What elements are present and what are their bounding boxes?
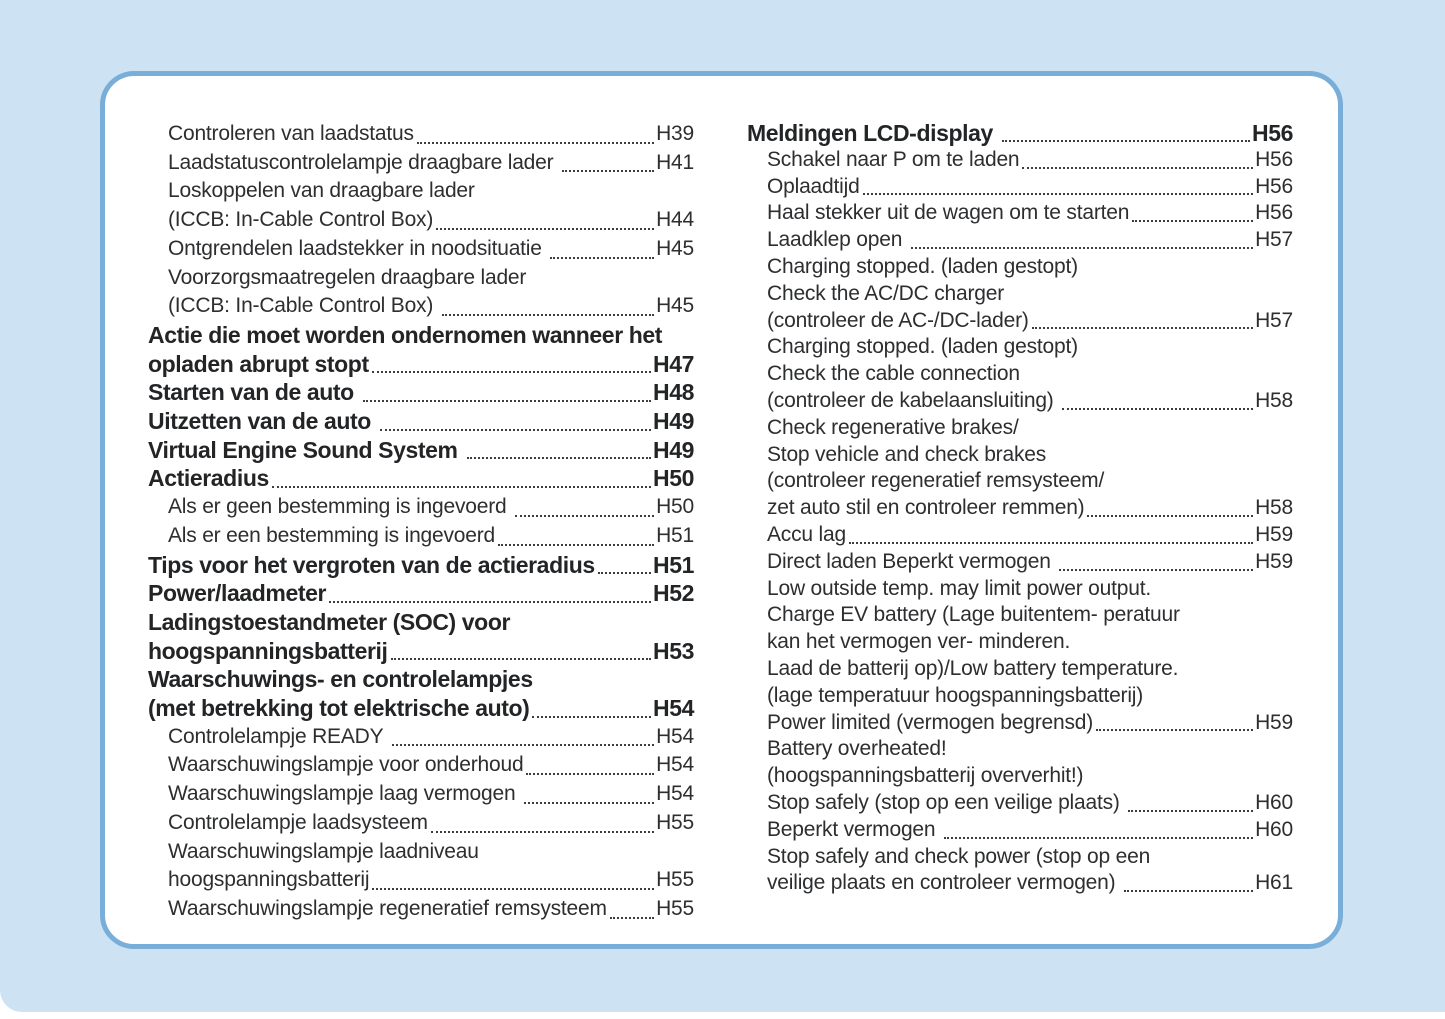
toc-entry-text: opladen abrupt stopt bbox=[148, 350, 369, 377]
toc-line bbox=[767, 200, 1293, 227]
toc-line bbox=[767, 870, 1293, 897]
dot-leader bbox=[944, 817, 1253, 839]
toc-line bbox=[767, 468, 1293, 495]
toc-entry-text: Schakel naar P om te laden bbox=[767, 147, 1020, 171]
page-number: H56 bbox=[1255, 147, 1293, 171]
toc-line bbox=[148, 436, 694, 465]
toc-entry-text: Als er een bestemming is ingevoerd bbox=[168, 523, 496, 547]
toc-line bbox=[168, 809, 694, 838]
toc-entry-text: Stop safely and check power (stop op een bbox=[767, 844, 1151, 868]
toc-entry-text: Loskoppelen van draagbare lader bbox=[168, 179, 475, 203]
dot-leader bbox=[380, 407, 651, 431]
toc-entry-text: Starten van de auto bbox=[148, 379, 360, 406]
toc-line bbox=[767, 629, 1293, 656]
page-number: H41 bbox=[656, 150, 694, 174]
toc-entry-text: Check the AC/DC charger bbox=[767, 281, 1005, 305]
dot-leader bbox=[498, 522, 654, 546]
toc-line bbox=[148, 579, 694, 608]
toc-entry bbox=[148, 751, 694, 780]
toc-entry-text: Charging stopped. (laden gestopt) bbox=[767, 335, 1078, 359]
toc-entry bbox=[148, 522, 694, 551]
toc-entry-text: Virtual Engine Sound System bbox=[148, 436, 464, 463]
dot-leader bbox=[524, 780, 654, 804]
toc-entry-text: Power/laadmeter bbox=[148, 580, 327, 607]
page-number: H57 bbox=[1255, 228, 1293, 252]
toc-entry-text: (ICCB: In-Cable Control Box) bbox=[168, 294, 439, 318]
toc-entry-text: Stop safely (stop op een veilige plaats) bbox=[767, 790, 1126, 814]
toc-line bbox=[767, 817, 1293, 844]
page-number: H54 bbox=[656, 753, 694, 777]
toc-line bbox=[168, 264, 694, 293]
toc-entry bbox=[747, 147, 1293, 174]
dot-leader bbox=[526, 751, 654, 775]
toc-entry bbox=[148, 436, 694, 465]
toc-line bbox=[148, 464, 694, 493]
toc-line bbox=[168, 235, 694, 264]
dot-leader bbox=[1062, 388, 1253, 410]
toc-line bbox=[148, 378, 694, 407]
page-number: H45 bbox=[656, 294, 694, 318]
toc-entry-text: (controleer de AC-/DC-lader) bbox=[767, 308, 1029, 332]
toc-line bbox=[148, 694, 694, 723]
toc-line bbox=[168, 177, 694, 206]
toc-entry-text: (lage temperatuur hoogspanningsbatterij) bbox=[767, 683, 1144, 707]
toc-entry-text: Waarschuwings- en controlelampjes bbox=[148, 666, 533, 693]
toc-line bbox=[767, 281, 1293, 308]
toc-entry bbox=[747, 522, 1293, 549]
toc-line bbox=[767, 442, 1293, 469]
dot-leader bbox=[550, 235, 654, 259]
toc-line bbox=[767, 736, 1293, 763]
toc-line bbox=[767, 549, 1293, 576]
toc-entry-text: Laadklep open bbox=[767, 228, 908, 252]
toc-line bbox=[767, 147, 1293, 174]
toc-line bbox=[168, 522, 694, 551]
page-number: H54 bbox=[656, 782, 694, 806]
toc-entry-text: Stop vehicle and check brakes bbox=[767, 442, 1047, 466]
page-number: H49 bbox=[653, 408, 694, 435]
toc-entry-text: hoogspanningsbatterij bbox=[168, 868, 370, 892]
page-number: H48 bbox=[653, 379, 694, 406]
toc-line bbox=[767, 602, 1293, 629]
toc-entry bbox=[148, 120, 694, 149]
toc-entry-text: Ontgrendelen laadstekker in noodsituatie bbox=[168, 236, 548, 260]
toc-entry-text: (controleer de kabelaansluiting) bbox=[767, 388, 1060, 412]
toc-entry bbox=[747, 254, 1293, 334]
toc-entry bbox=[148, 809, 694, 838]
page-number: H59 bbox=[1255, 522, 1293, 546]
toc-line bbox=[168, 493, 694, 522]
toc-entry bbox=[747, 200, 1293, 227]
toc-line bbox=[148, 350, 694, 379]
dot-leader bbox=[1087, 495, 1253, 517]
toc-entry-text: Accu lag bbox=[767, 522, 846, 546]
dot-leader bbox=[598, 551, 651, 575]
toc-line bbox=[767, 227, 1293, 254]
toc-entry-text: zet auto stil en controleer remmen) bbox=[767, 496, 1085, 520]
toc-line bbox=[767, 844, 1293, 871]
toc-entry bbox=[747, 817, 1293, 844]
toc-entry-text: Laadstatuscontrolelampje draagbare lader bbox=[168, 150, 560, 174]
toc-entry-text: Voorzorgsmaatregelen draagbare lader bbox=[168, 265, 527, 289]
dot-leader bbox=[1002, 120, 1250, 142]
toc-columns bbox=[105, 76, 1338, 924]
toc-line bbox=[767, 683, 1293, 710]
page-number: H57 bbox=[1255, 308, 1293, 332]
toc-line bbox=[767, 656, 1293, 683]
page-number: H51 bbox=[656, 523, 694, 547]
dot-leader bbox=[515, 493, 654, 517]
toc-line bbox=[767, 388, 1293, 415]
dot-leader bbox=[431, 809, 654, 833]
dot-leader bbox=[417, 120, 654, 144]
dot-leader bbox=[372, 350, 651, 374]
toc-entry bbox=[148, 579, 694, 608]
toc-line bbox=[168, 292, 694, 321]
toc-entry bbox=[747, 549, 1293, 576]
page-number: H60 bbox=[1255, 817, 1293, 841]
toc-entry-text: Check regenerative brakes/ bbox=[767, 415, 1019, 439]
toc-line bbox=[168, 866, 694, 895]
dot-leader bbox=[1022, 147, 1253, 169]
dot-leader bbox=[372, 866, 654, 890]
dot-leader bbox=[911, 227, 1253, 249]
page-number: H56 bbox=[1255, 174, 1293, 198]
page-number: H59 bbox=[1255, 710, 1293, 734]
toc-line bbox=[168, 120, 694, 149]
toc-entry bbox=[148, 838, 694, 895]
toc-entry-text: Waarschuwingslampje laag vermogen bbox=[168, 782, 522, 806]
toc-line bbox=[767, 254, 1293, 281]
dot-leader bbox=[532, 694, 651, 718]
page-number: H60 bbox=[1255, 790, 1293, 814]
toc-line bbox=[168, 149, 694, 178]
dot-leader bbox=[1032, 308, 1253, 330]
toc-entry bbox=[148, 321, 694, 378]
toc-entry bbox=[148, 378, 694, 407]
toc-line bbox=[168, 751, 694, 780]
toc-entry bbox=[148, 235, 694, 264]
toc-entry bbox=[747, 415, 1293, 522]
toc-entry-text: (controleer regeneratief remsysteem/ bbox=[767, 469, 1105, 493]
toc-column-right bbox=[747, 120, 1293, 924]
dot-leader bbox=[392, 723, 654, 747]
page-number: H39 bbox=[656, 122, 694, 145]
toc-line bbox=[148, 321, 694, 350]
toc-entry-text: Direct laden Beperkt vermogen bbox=[767, 549, 1057, 573]
toc-entry-text: Waarschuwingslampje laadniveau bbox=[168, 839, 479, 863]
toc-line bbox=[767, 334, 1293, 361]
toc-entry-text: Beperkt vermogen bbox=[767, 817, 942, 841]
toc-line bbox=[168, 723, 694, 752]
dot-leader bbox=[391, 637, 652, 661]
toc-entry-text: Laad de batterij op)/Low battery temperature. bbox=[767, 656, 1179, 680]
toc-entry-text: Low outside temp. may limit power output. bbox=[767, 576, 1151, 600]
toc-entry-text: Actieradius bbox=[148, 465, 269, 492]
toc-entry bbox=[148, 551, 694, 580]
toc-entry-text: Meldingen LCD-display bbox=[747, 120, 999, 146]
toc-line bbox=[767, 495, 1293, 522]
toc-entry-text: (ICCB: In-Cable Control Box) bbox=[168, 208, 434, 232]
toc-entry bbox=[148, 723, 694, 752]
toc-line bbox=[148, 551, 694, 580]
toc-entry-text: (met betrekking tot elektrische auto) bbox=[148, 695, 530, 722]
toc-entry-text: Power limited (vermogen begrensd) bbox=[767, 710, 1094, 734]
page-number: H45 bbox=[656, 236, 694, 260]
page-number: H55 bbox=[656, 810, 694, 834]
toc-entry bbox=[747, 227, 1293, 254]
dot-leader bbox=[610, 895, 654, 919]
dot-leader bbox=[1059, 549, 1253, 571]
dot-leader bbox=[863, 174, 1254, 196]
dot-leader bbox=[1096, 710, 1253, 732]
toc-line bbox=[767, 174, 1293, 201]
dot-leader bbox=[467, 436, 651, 460]
page-number: H59 bbox=[1255, 549, 1293, 573]
toc-line bbox=[168, 838, 694, 867]
toc-line bbox=[767, 308, 1293, 335]
toc-entry bbox=[747, 174, 1293, 201]
toc-entry-text: Waarschuwingslampje voor onderhoud bbox=[168, 753, 524, 777]
toc-entry bbox=[148, 407, 694, 436]
toc-line bbox=[148, 665, 694, 694]
toc-entry-text: Actie die moet worden ondernomen wanneer het bbox=[148, 321, 663, 348]
toc-entry bbox=[148, 493, 694, 522]
toc-entry bbox=[148, 177, 694, 234]
page-number: H56 bbox=[1255, 201, 1293, 225]
toc-entry bbox=[747, 334, 1293, 414]
page-number: H50 bbox=[656, 495, 694, 519]
toc-entry-text: Oplaadtijd bbox=[767, 174, 860, 198]
toc-line bbox=[747, 120, 1293, 147]
toc-line bbox=[767, 361, 1293, 388]
page-number: H55 bbox=[656, 896, 694, 920]
toc-entry bbox=[148, 608, 694, 665]
page-number: H47 bbox=[653, 350, 694, 377]
dot-leader bbox=[562, 149, 654, 173]
toc-entry bbox=[148, 149, 694, 178]
dot-leader bbox=[272, 464, 651, 488]
toc-entry-text: Battery overheated! bbox=[767, 737, 947, 761]
dot-leader bbox=[849, 522, 1253, 544]
toc-line bbox=[767, 790, 1293, 817]
toc-column-left bbox=[148, 120, 694, 924]
toc-entry bbox=[747, 120, 1293, 147]
toc-entry-text: Ladingstoestandmeter (SOC) voor bbox=[148, 608, 511, 635]
dot-leader bbox=[1124, 870, 1253, 892]
toc-entry-text: Charging stopped. (laden gestopt) bbox=[767, 254, 1078, 278]
toc-line bbox=[148, 637, 694, 666]
dot-leader bbox=[442, 292, 654, 316]
toc-entry bbox=[148, 665, 694, 722]
dot-leader bbox=[1128, 790, 1253, 812]
toc-entry-text: Controleren van laadstatus bbox=[168, 122, 414, 145]
toc-line bbox=[767, 710, 1293, 737]
toc-line bbox=[767, 522, 1293, 549]
page-number: H61 bbox=[1255, 871, 1293, 895]
toc-entry bbox=[148, 464, 694, 493]
page-number: H54 bbox=[653, 695, 694, 722]
page-number: H56 bbox=[1252, 120, 1293, 146]
toc-line bbox=[767, 415, 1293, 442]
page-number: H44 bbox=[656, 208, 694, 232]
toc-entry-text: Controlelampje READY bbox=[168, 724, 389, 748]
toc-entry-text: Waarschuwingslampje regeneratief remsysteem bbox=[168, 896, 607, 920]
toc-entry-text: hoogspanningsbatterij bbox=[148, 637, 388, 664]
toc-entry-text: Haal stekker uit de wagen om te starten bbox=[767, 201, 1130, 225]
page-number: H53 bbox=[653, 637, 694, 664]
toc-entry bbox=[148, 895, 694, 924]
toc-entry bbox=[747, 844, 1293, 898]
toc-entry bbox=[747, 576, 1293, 737]
toc-line bbox=[168, 780, 694, 809]
toc-entry-text: Uitzetten van de auto bbox=[148, 408, 377, 435]
toc-line bbox=[168, 895, 694, 924]
toc-line bbox=[148, 407, 694, 436]
dot-leader bbox=[436, 206, 654, 230]
toc-entry-text: Check the cable connection bbox=[767, 362, 1020, 386]
toc-line bbox=[767, 576, 1293, 603]
toc-entry bbox=[148, 264, 694, 321]
dot-leader bbox=[329, 579, 651, 603]
page-number: H49 bbox=[653, 436, 694, 463]
page-number: H52 bbox=[653, 580, 694, 607]
page-number: H55 bbox=[656, 868, 694, 892]
toc-entry bbox=[747, 736, 1293, 816]
toc-entry-text: Charge EV battery (Lage buitentem- peratuur bbox=[767, 603, 1180, 627]
toc-entry-text: Als er geen bestemming is ingevoerd bbox=[168, 495, 513, 519]
page-number: H54 bbox=[656, 724, 694, 748]
dot-leader bbox=[363, 378, 651, 402]
page-number: H58 bbox=[1255, 388, 1293, 412]
toc-entry-text: veilige plaats en controleer vermogen) bbox=[767, 871, 1122, 895]
toc-entry-text: Controlelampje laadsysteem bbox=[168, 810, 428, 834]
toc-line bbox=[148, 608, 694, 637]
toc-line bbox=[767, 763, 1293, 790]
dot-leader bbox=[1132, 200, 1253, 222]
toc-entry-text: (hoogspanningsbatterij oververhit!) bbox=[767, 764, 1084, 788]
page-number: H51 bbox=[653, 551, 694, 578]
toc-entry-text: kan het vermogen ver- minderen. bbox=[767, 630, 1071, 654]
page-number: H50 bbox=[653, 465, 694, 492]
toc-entry-text: Tips voor het vergroten van de actieradius bbox=[148, 551, 595, 578]
manual-toc-page-card bbox=[100, 71, 1343, 949]
toc-entry bbox=[148, 780, 694, 809]
page-number: H58 bbox=[1255, 496, 1293, 520]
toc-line bbox=[168, 206, 694, 235]
